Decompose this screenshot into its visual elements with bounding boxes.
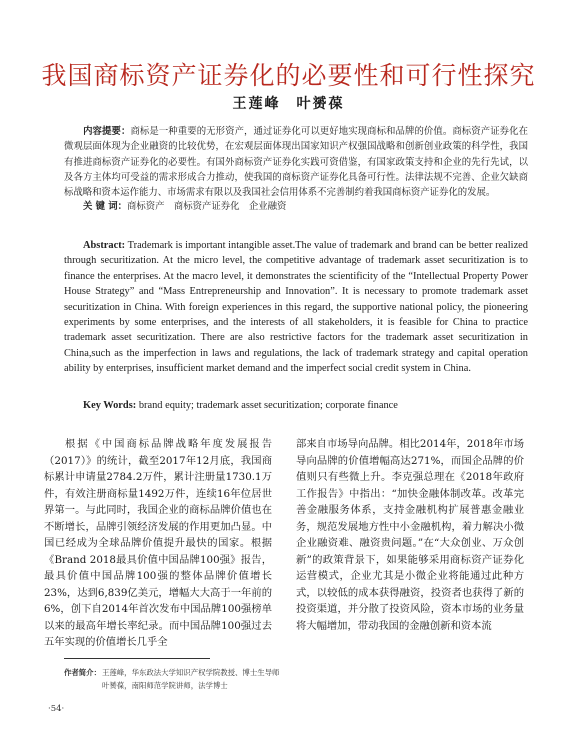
keywords-en-text: brand equity; trademark asset securitization; corporate finance xyxy=(138,400,398,411)
keywords-cn-text: 商标资产 商标资产证券化 企业融资 xyxy=(127,201,287,212)
body-column-right xyxy=(296,436,524,656)
abstract-cn-label: 内容提要： xyxy=(83,126,131,137)
abstract-cn xyxy=(64,124,528,200)
article-authors: 王莲峰 叶赟葆 xyxy=(232,96,345,112)
abstract-cn-text: 商标是一种重要的无形资产，通过证券化可以更好地实现商标和品牌的价值。商标资产证券化在微观层面体现为企业融资的比较优势，在宏观层面体现出国家知识产权强国战略和创新创业政策的科学性，我国有推进商标资产证券化的必要性。有国外商标资产证券化实践可资借鉴，有国家政策支持和企业的先行先试，以及各方主体均可受益的需求形成合力推动，使我国的商标资产证券化具备可行性。法律法规不完善、企业欠缺商标战略和资本运作能力、市场需求有限以及我国社会信用体系不完善制约着我国商标资产证券化的发展。 xyxy=(64,126,528,199)
footnote-label: 作者简介： xyxy=(64,668,101,677)
article-title: 我国商标资产证券化的必要性和可行性探究 xyxy=(41,61,536,90)
body-right-text: 部来自市场导向品牌。相比2014年，2018年市场导向品牌的价值增幅高达271%，而国企品牌的价值则只有些微上升。李克强总理在《2018年政府工作报告》中指出：“加快金融体制改革。改革完善金融服务体系，支持金融机构扩展普惠金融业务，规范发展地方性中小金融机构，着力解决小微企业融资难、融资贵问题。”在“大众创业、万众创新”的政策背景下，如果能够采用商标资产证券化运营模式，企业尤其是小微企业将能通过此种方式，以较低的成本获得融资，投资者也获得了新的投资渠道，并分散了投资风险，资本市场的业务量将大幅增加，带动我国的金融创新和资本流 xyxy=(296,438,524,632)
author-footnote xyxy=(64,666,364,692)
keywords-en-label: Key Words: xyxy=(83,400,137,411)
footnote-line-2: 叶赟葆，南阳师范学院讲师，法学博士 xyxy=(102,681,228,690)
keywords-cn xyxy=(64,199,528,214)
page-number: ·54· xyxy=(48,704,65,714)
footnote-line-1: 王莲峰，华东政法大学知识产权学院教授、博士生导师 xyxy=(102,668,280,677)
body-column-left xyxy=(44,436,272,656)
keywords-cn-label: 关 键 词： xyxy=(83,201,128,212)
footnote-divider xyxy=(64,658,210,659)
keywords-en xyxy=(64,398,528,413)
abstract-en-text: Trademark is important intangible asset.The value of trademark and brand can be better realized through securitization. At the micro level, the competitive advantage of trademark asset securitization is to finance the enterprises. At the macro level, it demonstrates the scientificity of the “Intellectual Property Power House Strategy” and “Mass Entrepreneurship and Innovation”. It is necessary to promote trademark asset securitization in China. With foreign experiences in this regard, the supportive national policy, the pioneering experiments by some enterprises, and the interests of all stakeholders, it is feasible for China to practice trademark asset securitization. There are also restrictive factors for the trademark asset securitization in China,such as the imperfection in laws and regulations, the lack of trademark strategy and capital operation ability by enterprises, insufficient market demand and the imperfect social credit system in China. xyxy=(64,240,528,375)
abstract-en-label: Abstract: xyxy=(83,240,126,251)
body-left-text: 根据《中国商标品牌战略年度发展报告（2017）》的统计，截至2017年12月底，我国商标累计申请量2784.2万件，累计注册量1730.1万件，有效注册商标量1492万件，连续16年位居世界第一。与此同时，我国企业的商标品牌价值也在不断增长，品牌引领经济发展的作用更加凸显。中国已经成为全球品牌价值提升最快的国家。根据《Brand 2018最具价值中国品牌100强》报告，最具价值中国品牌100强的整体品牌价值增长23%，达到6,839亿美元，增幅大大高于一年前的6%，创下自2014年首次发布中国品牌100强榜单以来的最高年增长率纪录。而中国品牌100强过去五年实现的价值增长几乎全 xyxy=(44,438,272,648)
abstract-en xyxy=(64,238,528,377)
